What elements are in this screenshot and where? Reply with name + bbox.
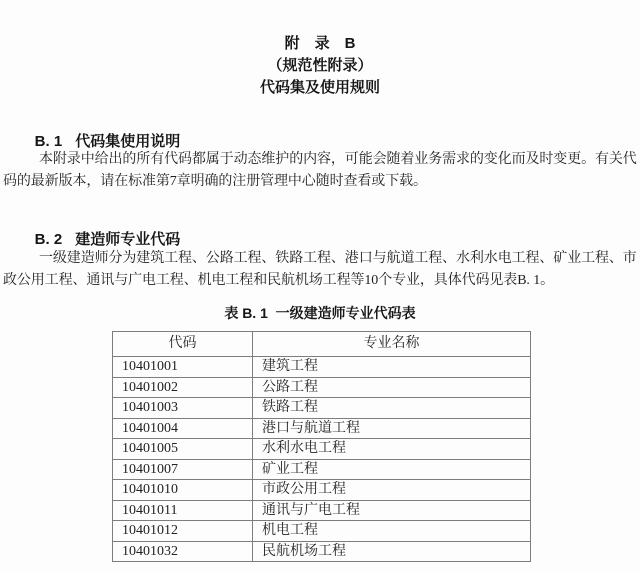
name-cell: 公路工程	[253, 377, 531, 398]
paragraph-line: 码的最新版本，请在标准第7章明确的注册管理中心随时查看或下载。	[3, 174, 427, 189]
paragraph-line: 一级建造师分为建筑工程、公路工程、铁路工程、港口与航道工程、水利水电工程、矿业工程、市	[39, 251, 637, 266]
name-cell: 建筑工程	[253, 357, 531, 378]
code-cell: 10401012	[113, 521, 253, 542]
code-cell: 10401010	[113, 480, 253, 501]
code-cell: 10401003	[113, 398, 253, 419]
code-cell: 10401005	[113, 439, 253, 460]
code-column-header: 代码	[113, 332, 253, 357]
paragraph-line: 本附录中给出的所有代码都属于动态维护的内容，可能会随着业务需求的变化而及时变更。有关代	[39, 152, 637, 167]
table-row	[113, 418, 531, 439]
paragraph-line: 政公用工程、通讯与广电工程、机电工程和民航机场工程等10个专业，具体代码见表B. 1。	[3, 273, 555, 288]
section-b2-number: B. 2	[34, 231, 63, 248]
table-row	[113, 500, 531, 521]
name-cell: 机电工程	[253, 521, 531, 542]
table-caption: 表 B. 1 一级建造师专业代码表	[224, 305, 416, 321]
code-cell: 10401002	[113, 377, 253, 398]
table-row	[113, 439, 531, 460]
appendix-label: 附 录 B	[284, 35, 356, 52]
section-b2-paragraph	[3, 248, 640, 292]
appendix-title: 代码集及使用规则	[259, 79, 380, 96]
code-cell: 10401007	[113, 459, 253, 480]
name-cell: 港口与航道工程	[253, 418, 531, 439]
name-cell: 市政公用工程	[253, 480, 531, 501]
table-row	[113, 521, 531, 542]
code-cell: 10401011	[113, 500, 253, 521]
table-row	[113, 357, 531, 378]
section-b1-heading	[18, 112, 181, 150]
section-b2-heading	[18, 210, 181, 248]
table-row	[113, 541, 531, 562]
name-cell: 民航机场工程	[253, 541, 531, 562]
section-b1-number: B. 1	[34, 133, 63, 150]
table-row	[113, 398, 531, 419]
table-row	[113, 480, 531, 501]
table-row	[113, 459, 531, 480]
code-cell: 10401001	[113, 357, 253, 378]
name-cell: 通讯与广电工程	[253, 500, 531, 521]
name-column-header: 专业名称	[253, 332, 531, 357]
code-cell: 10401004	[113, 418, 253, 439]
section-b2-title: 建造师专业代码	[75, 231, 181, 248]
section-b1-title: 代码集使用说明	[75, 133, 181, 150]
appendix-title-block	[0, 33, 640, 99]
name-cell: 水利水电工程	[253, 439, 531, 460]
section-b1-paragraph	[3, 149, 640, 193]
code-cell: 10401032	[113, 541, 253, 562]
table-row	[113, 377, 531, 398]
table-header-row	[113, 332, 531, 357]
professional-code-table	[112, 331, 531, 562]
appendix-type: （规范性附录）	[267, 57, 373, 74]
name-cell: 矿业工程	[253, 459, 531, 480]
name-cell: 铁路工程	[253, 398, 531, 419]
